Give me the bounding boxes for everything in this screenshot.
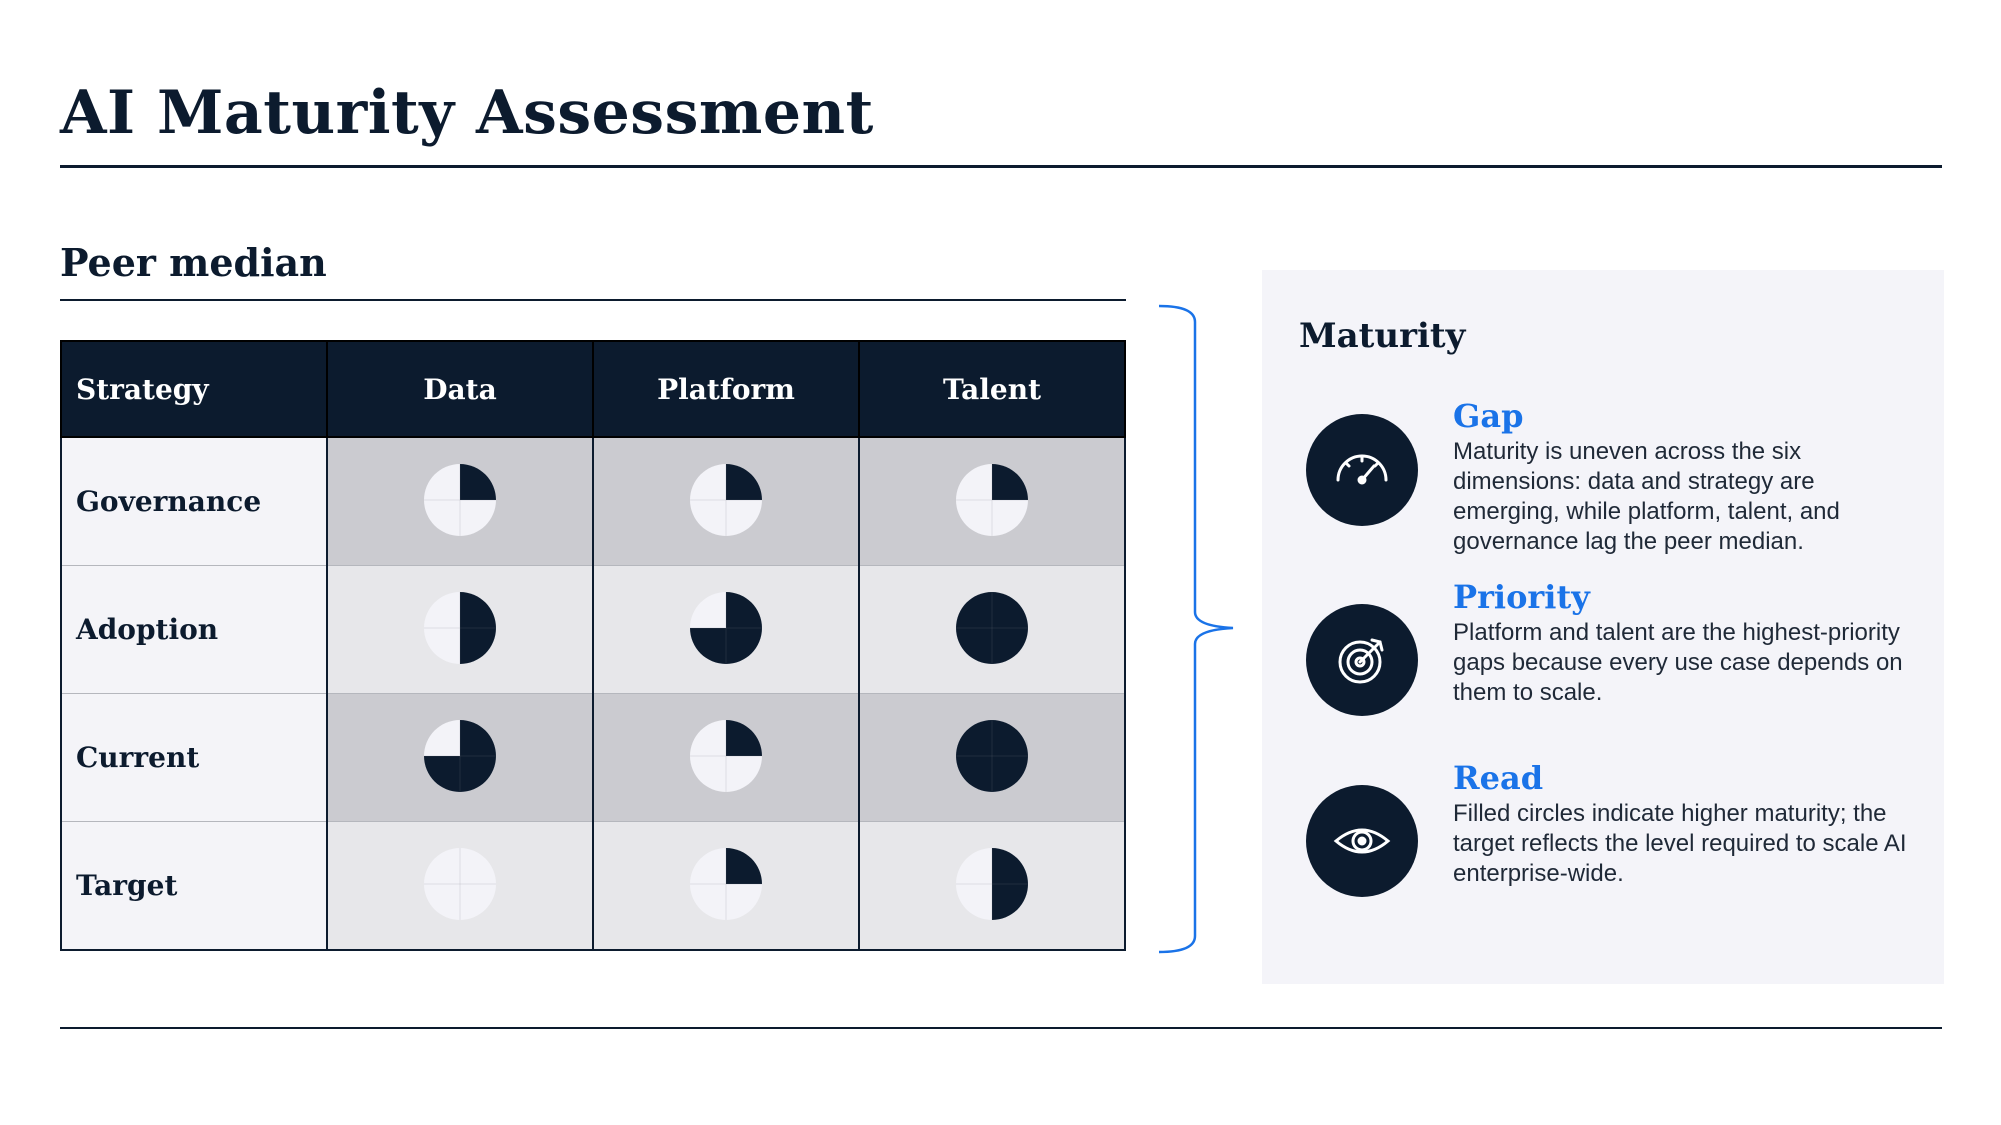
maturity-cell [593, 822, 859, 951]
harvey-ball [422, 590, 498, 670]
section-divider [60, 299, 1126, 301]
section-title: Peer median [60, 240, 327, 285]
maturity-cell [593, 694, 859, 822]
maturity-matrix [60, 340, 1126, 951]
row-label: Current [61, 694, 327, 822]
row-label: Governance [61, 437, 327, 566]
maturity-panel [1262, 270, 1944, 984]
maturity-cell [593, 566, 859, 694]
table-row [61, 437, 1125, 566]
maturity-cell [859, 694, 1125, 822]
gap-title: Gap [1453, 397, 1524, 435]
table-row [61, 566, 1125, 694]
maturity-cell [327, 437, 593, 566]
maturity-cell [859, 566, 1125, 694]
header-row [61, 341, 1125, 437]
row-label: Adoption [61, 566, 327, 694]
maturity-cell [859, 822, 1125, 951]
maturity-cell [593, 437, 859, 566]
footer-divider [60, 1027, 1942, 1029]
maturity-cell [327, 822, 593, 951]
harvey-ball [688, 718, 764, 798]
eye-icon [1306, 785, 1418, 897]
brace-connector [1155, 300, 1235, 960]
gauge-icon [1306, 414, 1418, 526]
header-data: Data [327, 341, 593, 437]
harvey-ball [422, 846, 498, 926]
page-title: AI Maturity Assessment [60, 78, 874, 148]
target-icon [1306, 604, 1418, 716]
harvey-ball [688, 846, 764, 926]
gap-body: Maturity is uneven across the six dimensions: data and strategy are emerging, while platform, talent, and governance lag the peer median. [1453, 438, 1840, 555]
title-divider [60, 165, 1942, 168]
table-row [61, 822, 1125, 951]
harvey-ball [422, 462, 498, 542]
harvey-ball [954, 462, 1030, 542]
row-label: Target [61, 822, 327, 951]
read-title: Read [1453, 759, 1544, 797]
priority-title: Priority [1453, 578, 1590, 616]
header-platform: Platform [593, 341, 859, 437]
harvey-ball [688, 590, 764, 670]
maturity-cell [327, 694, 593, 822]
read-body: Filled circles indicate higher maturity; the target reflects the level required to scale AI enterprise-wide. [1453, 800, 1907, 887]
maturity-cell [327, 566, 593, 694]
harvey-ball [422, 718, 498, 798]
harvey-ball [954, 590, 1030, 670]
harvey-ball [954, 718, 1030, 798]
harvey-ball [954, 846, 1030, 926]
header-talent: Talent [859, 341, 1125, 437]
priority-body: Platform and talent are the highest-priority gaps because every use case depends on them to scale. [1453, 619, 1903, 706]
maturity-cell [859, 437, 1125, 566]
harvey-ball [688, 462, 764, 542]
panel-title: Maturity [1299, 316, 1466, 356]
header-strategy: Strategy [61, 341, 327, 437]
table-row [61, 694, 1125, 822]
